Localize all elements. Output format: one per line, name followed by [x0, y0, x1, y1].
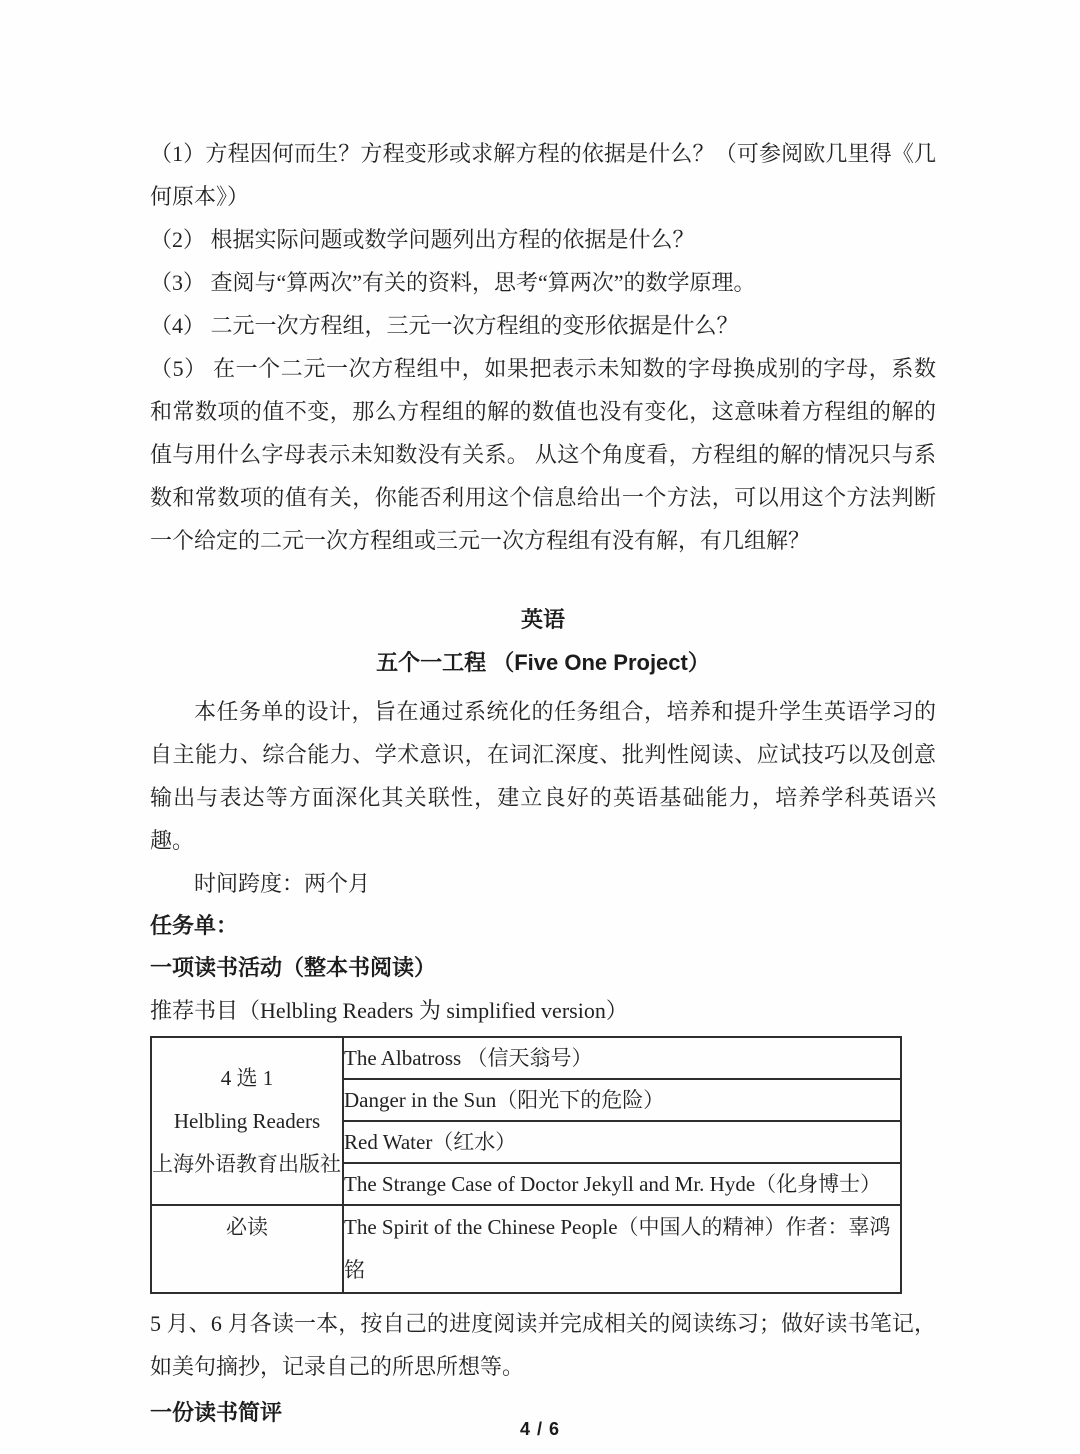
task-list-heading: 任务单： [150, 913, 239, 938]
duration-line: 时间跨度：两个月 [194, 871, 371, 896]
group-label-choose: 4 选 1 [220, 1065, 274, 1090]
group-label-publisher: 上海外语教育出版社 [152, 1151, 341, 1176]
reading-list-table [150, 1036, 902, 1294]
math-question-4: （4） 二元一次方程组，三元一次方程组的变形依据是什么？ [150, 313, 739, 338]
english-intro-paragraph: 本任务单的设计，旨在通过系统化的任务组合，培养和提升学生英语学习的自主能力、综合能力、学术意识，在词汇深度、批判性阅读、应试技巧以及创意输出与表达等方面深化其关联性，建立良好的英语基础能力，培养学科英语兴趣。 [150, 699, 936, 853]
page-content [150, 132, 936, 1434]
book-title-albatross: The Albatross （信天翁号） [343, 1037, 901, 1079]
page-number: 4 / 6 [519, 1419, 561, 1439]
required-book-row [151, 1205, 901, 1293]
english-section-title: 英语 [520, 607, 565, 632]
required-label: 必读 [226, 1215, 268, 1239]
book-title-danger-in-the-sun: Danger in the Sun（阳光下的危险） [343, 1079, 901, 1121]
book-title-red-water: Red Water（红水） [343, 1121, 901, 1163]
math-question-3: （3） 查阅与“算两次”有关的资料，思考“算两次”的数学原理。 [150, 270, 756, 295]
optional-group-cell [151, 1037, 343, 1205]
math-question-5: （5） 在一个二元一次方程组中，如果把表示未知数的字母换成别的字母，系数和常数项的值不变，那么方程组的解的数值也没有变化，这意味着方程组的解的值与用什么字母表示未知数没有关系。 从这个角度看，方程组的解的情况只与系数和常数项的值有关，你能否利用这个信息给出一个方法，可以用这个方法判断一个给定的二元一次方程组或三元一次方程组有没有解，有几组解？ [150, 356, 936, 553]
group-label-series: Helbling Readers [173, 1108, 321, 1133]
reading-activity-heading: 一项读书活动（整本书阅读） [150, 955, 437, 980]
math-question-1: （1）方程因何而生？方程变形或求解方程的依据是什么？（可参阅欧几里得《几何原本》） [150, 141, 936, 209]
book-review-heading: 一份读书简评 [150, 1400, 283, 1425]
math-question-2: （2） 根据实际问题或数学问题列出方程的依据是什么？ [150, 227, 695, 252]
required-group-cell [151, 1205, 343, 1293]
book-title-spirit-of-chinese-people: The Spirit of the Chinese People（中国人的精神）作者：辜鸿铭 [343, 1205, 901, 1293]
reading-note-paragraph: 5 月、6 月各读一本，按自己的进度阅读并完成相关的阅读练习；做好读书笔记，如美句摘抄，记录自己的所思所想等。 [150, 1311, 936, 1379]
five-one-project-subtitle: 五个一工程 （Five One Project） [376, 650, 710, 675]
book-row [151, 1037, 901, 1079]
book-title-jekyll-and-hyde: The Strange Case of Doctor Jekyll and Mr. Hyde（化身博士） [343, 1163, 901, 1205]
recommended-books-heading: 推荐书目（Helbling Readers 为 simplified version） [150, 998, 628, 1023]
